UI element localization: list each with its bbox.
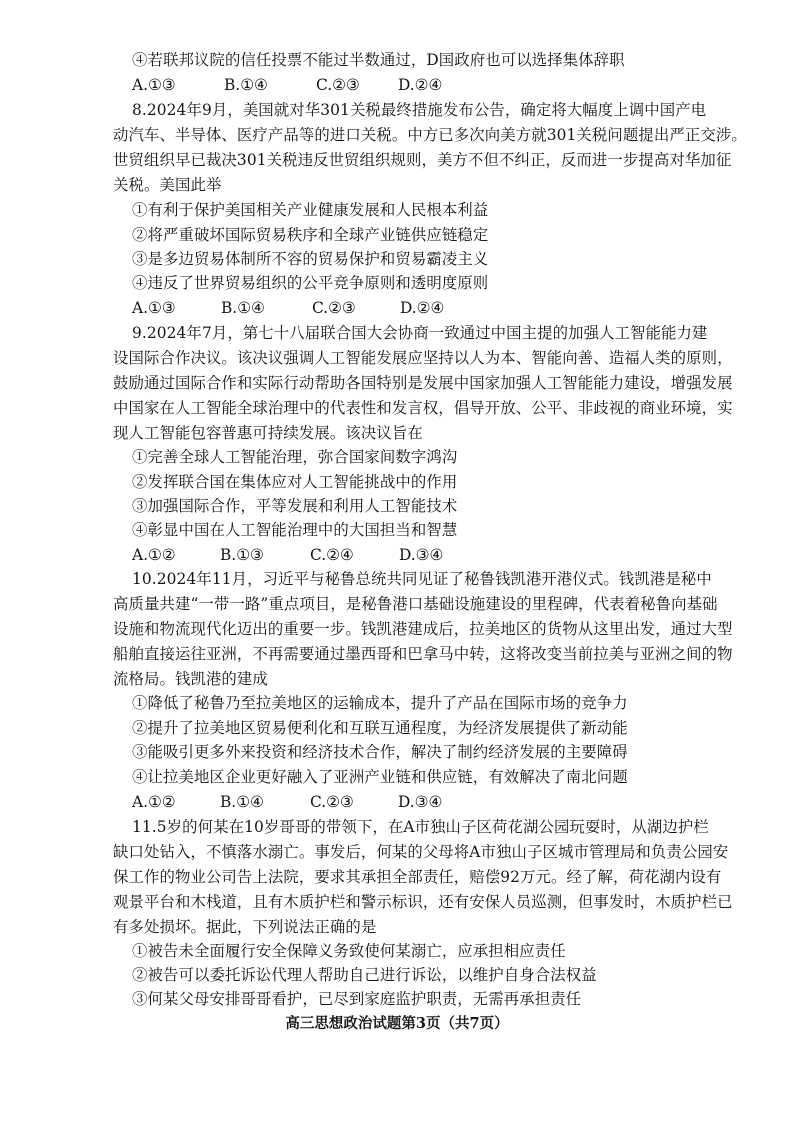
q7-choice-c: C.②③: [316, 76, 360, 94]
q9-choice-c: C.②④: [310, 546, 354, 564]
q11-stem-line: 观景平台和木栈道，且有木质护栏和警示标识，还有安保人员巡测，但事发时，木质护栏已: [113, 893, 733, 911]
q10-option: ③能吸引更多外来投资和经济技术合作，解决了制约经济发展的主要障碍: [132, 743, 628, 761]
q8-stem-line: 世贸组织早已裁决301关税违反世贸组织规则，美方不但不纠正，反而进一步提高对华加征: [113, 151, 732, 169]
q9-stem-line: 鼓励通过国际合作和实际行动帮助各国特别是发展中国家加强人工智能能力建设，增强发展: [113, 374, 733, 392]
q9-stem-line: 9.2024年7月，第七十八届联合国大会协商一致通过中国主提的加强人工智能能力建: [132, 324, 708, 342]
q8-stem-line: 动汽车、半导体、医疗产品等的进口关税。中方已多次向美方就301关税问题提出严正交涉。: [113, 126, 747, 144]
page-footer: 高三思想政治试题第3页（共7页）: [285, 1015, 509, 1032]
q10-stem-line: 船舶直接运往亚洲，不再需要通过墨西哥和巴拿马中转，这将改变当前拉美与亚洲之间的物: [113, 645, 733, 663]
q8-choice-c: C.②③: [312, 299, 356, 317]
q10-stem-line: 10.2024年11月，习近平与秘鲁总统共同见证了秘鲁钱凯港开港仪式。钱凯港是秘中: [132, 570, 712, 588]
q10-choice-d: D.③④: [398, 793, 443, 811]
q10-choice-c: C.②③: [310, 793, 354, 811]
q9-stem-line: 中国家在人工智能全球治理中的代表性和发言权，倡导开放、公平、非歧视的商业环境，实: [113, 399, 733, 417]
q8-option: ①有利于保护美国相关产业健康发展和人民根本利益: [132, 201, 489, 219]
q9-stem-line: 现人工智能包容普惠可持续发展。该决议旨在: [113, 424, 423, 442]
q11-stem-line: 11.5岁的何某在10岁哥哥的带领下，在A市独山子区荷花湖公园玩耍时，从湖边护栏: [132, 818, 709, 836]
q7-choice-a: A.①③: [132, 76, 176, 94]
q8-stem-line: 8.2024年9月，美国就对华301关税最终措施发布公告，确定将大幅度上调中国产电: [132, 101, 707, 119]
q11-option: ①被告未全面履行安全保障义务致使何某溺亡，应承担相应责任: [132, 942, 566, 960]
q8-option: ④违反了世界贸易组织的公平竞争原则和透明度原则: [132, 274, 489, 292]
q9-choice-d: D.③④: [399, 546, 444, 564]
q10-option: ①降低了秘鲁乃至拉美地区的运输成本，提升了产品在国际市场的竞争力: [132, 694, 628, 712]
q11-option: ③何某父母安排哥哥看护，已尽到家庭监护职责，无需再承担责任: [132, 990, 582, 1008]
q8-choice-a: A.①③: [132, 299, 176, 317]
q8-option: ②将严重破坏国际贸易秩序和全球产业链供应链稳定: [132, 226, 489, 244]
q8-stem-line: 关税。美国此举: [113, 176, 222, 194]
q8-choice-b: B.①④: [221, 299, 265, 317]
q9-option: ③加强国际合作，平等发展和利用人工智能技术: [132, 497, 458, 515]
q7-choice-b: B.①④: [224, 76, 268, 94]
q11-stem-line: 缺口处钻入，不慎落水溺亡。事发后，何某的父母将A市独山子区城市管理局和负责公园安: [113, 843, 729, 861]
q7-option-4: ④若联邦议院的信任投票不能过半数通过，D国政府也可以选择集体辞职: [132, 51, 625, 69]
q10-choice-a: A.①②: [132, 793, 176, 811]
q8-choice-d: D.②④: [400, 299, 445, 317]
q9-choice-b: B.①③: [220, 546, 264, 564]
q8-option: ③是多边贸易体制所不容的贸易保护和贸易霸凌主义: [132, 250, 489, 268]
q10-option: ④让拉美地区企业更好融入了亚洲产业链和供应链，有效解决了南北问题: [132, 768, 628, 786]
q7-choice-d: D.②④: [398, 76, 443, 94]
q11-stem-line: 保工作的物业公司告上法院，要求其承担全部责任，赔偿92万元。经了解，荷花湖内设有: [113, 868, 722, 886]
q10-choice-b: B.①④: [220, 793, 264, 811]
q10-stem-line: 流格局。钱凯港的建成: [113, 670, 268, 688]
q9-choice-a: A.①②: [132, 546, 176, 564]
q11-stem-line: 有多处损坏。据此，下列说法正确的是: [113, 918, 377, 936]
q9-option: ①完善全球人工智能治理，弥合国家间数字鸿沟: [132, 448, 458, 466]
q9-stem-line: 设国际合作决议。该决议强调人工智能发展应坚持以人为本、智能向善、造福人类的原则，: [113, 349, 733, 367]
q9-option: ④彰显中国在人工智能治理中的大国担当和智慧: [132, 521, 458, 539]
q9-option: ②发挥联合国在集体应对人工智能挑战中的作用: [132, 473, 458, 491]
q10-stem-line: 高质量共建“一带一路”重点项目，是秘鲁港口基础设施建设的里程碑，代表着秘鲁向基础: [113, 595, 718, 613]
q10-option: ②提升了拉美地区贸易便利化和互联互通程度，为经济发展提供了新动能: [132, 719, 628, 737]
q10-stem-line: 设施和物流现代化迈出的重要一步。钱凯港建成后，拉美地区的货物从这里出发，通过大型: [113, 620, 733, 638]
q11-option: ②被告可以委托诉讼代理人帮助自己进行诉讼，以维护自身合法权益: [132, 966, 597, 984]
